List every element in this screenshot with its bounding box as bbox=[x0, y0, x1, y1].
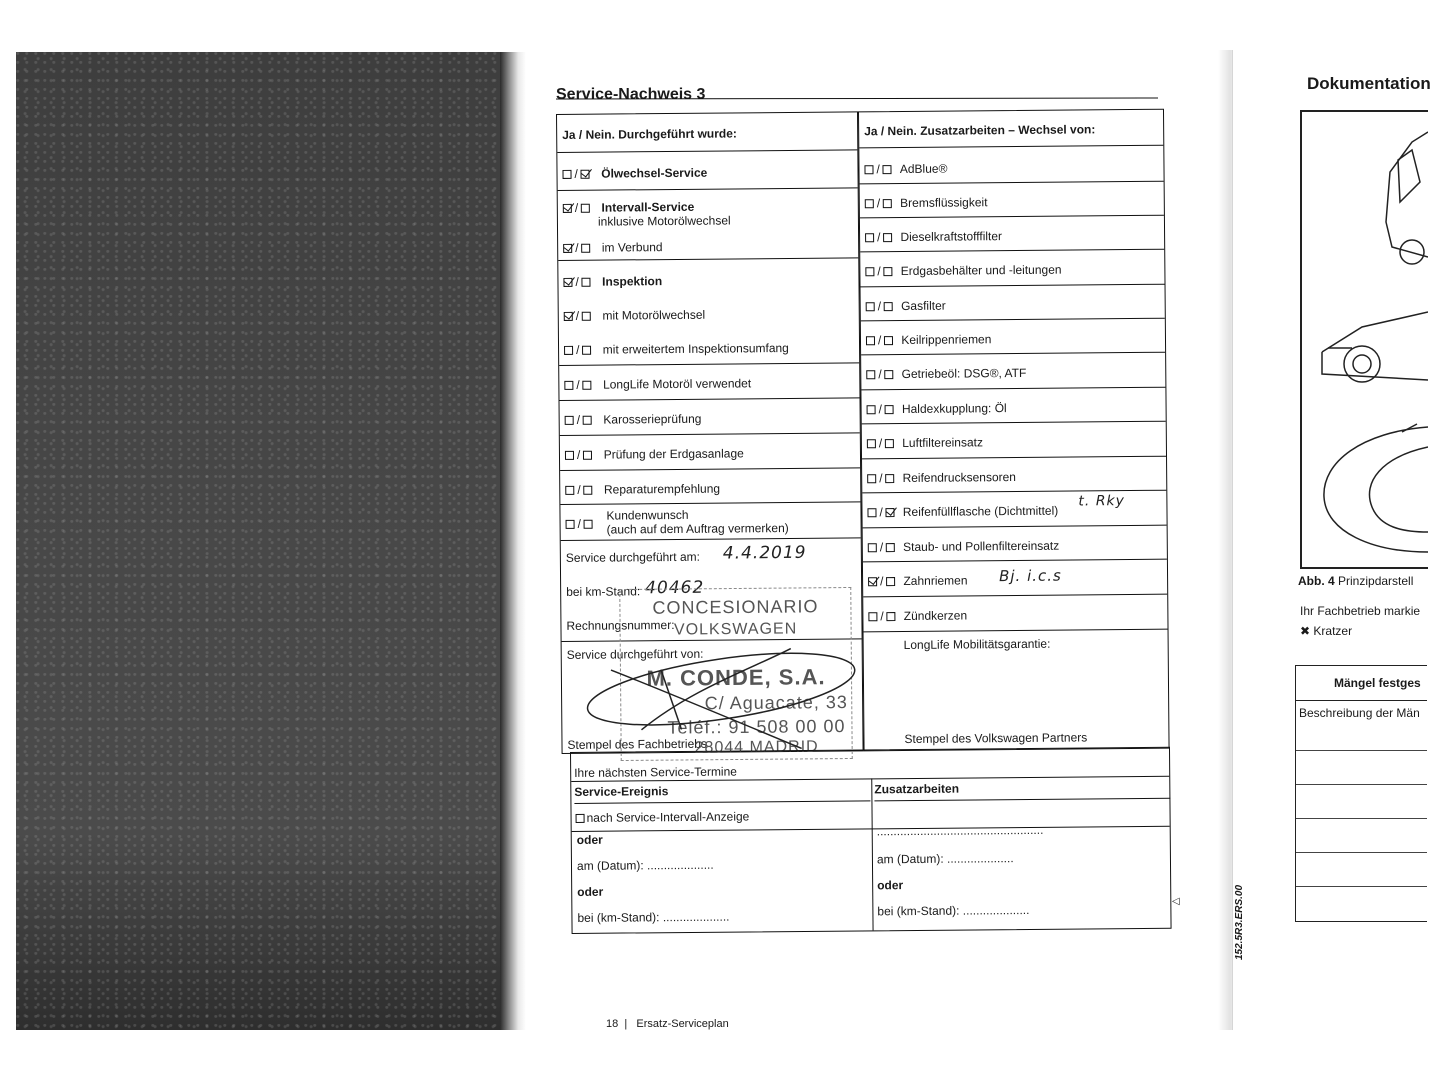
checkbox-ja[interactable] bbox=[866, 371, 875, 380]
row-oelwechsel: / Ölwechsel-Service bbox=[557, 150, 857, 191]
checkbox-nein[interactable] bbox=[583, 416, 592, 425]
title-rule bbox=[556, 97, 1158, 99]
label-reifenfuell: Reifenfüllflasche (Dichtmittel) bbox=[902, 503, 1059, 519]
row-getriebe: / Getriebeöl: DSG®, ATF bbox=[861, 353, 1165, 391]
field-bei-km[interactable]: bei (km-Stand): .................... bbox=[577, 909, 730, 925]
checkbox-nein[interactable] bbox=[887, 612, 896, 621]
checkbox-nach-anzeige[interactable] bbox=[576, 814, 585, 823]
defects-description-label: Beschreibung der Män bbox=[1299, 706, 1420, 720]
page-footer: 18 | Ersatz-Serviceplan bbox=[606, 1018, 729, 1030]
row-inspektion: / Inspektion / mit Motorölwechsel / mit erweitertem Inspektionsumfang bbox=[558, 258, 859, 366]
checkbox-ja[interactable] bbox=[866, 303, 875, 312]
defects-line bbox=[1296, 852, 1427, 853]
checkbox-nein[interactable] bbox=[583, 451, 592, 460]
checkbox-ja[interactable] bbox=[864, 166, 873, 175]
label-reparatur: Reparaturempfehlung bbox=[603, 481, 721, 497]
row-keilrippen: / Keilrippenriemen bbox=[861, 319, 1165, 356]
checkbox-ja[interactable] bbox=[867, 440, 876, 449]
checkbox-ja[interactable] bbox=[563, 278, 572, 287]
defects-table bbox=[1295, 665, 1427, 922]
label-luftfilter: Luftfiltereinsatz bbox=[902, 435, 984, 450]
checkbox-ja[interactable] bbox=[563, 244, 572, 253]
checkbox-nein[interactable] bbox=[886, 474, 895, 483]
label-kundenwunsch: Kundenwunsch bbox=[606, 507, 689, 523]
label-oder: oder bbox=[877, 878, 904, 893]
checkbox-ja[interactable] bbox=[565, 486, 574, 495]
marks-instruction: Ihr Fachbetrieb markie bbox=[1300, 604, 1421, 618]
row-erdgasbeh: / Erdgasbehälter und -leitungen bbox=[860, 250, 1164, 288]
performed-by-label: Service durchgeführt von: bbox=[566, 646, 704, 662]
checkbox-ja[interactable] bbox=[868, 578, 877, 587]
checkbox-nein[interactable] bbox=[883, 199, 892, 208]
extra-header: Ja / Nein. Zusatzarbeiten – Wechsel von: bbox=[864, 122, 1096, 139]
page-title: Service-Nachweis 3 bbox=[556, 86, 706, 103]
scanned-left-page bbox=[16, 52, 526, 1030]
signature-scribble-icon bbox=[571, 628, 872, 761]
stamp-label: Stempel des Fachbetriebs bbox=[567, 736, 707, 752]
checkbox-ja[interactable] bbox=[867, 475, 876, 484]
checkbox-ja[interactable] bbox=[565, 451, 574, 460]
checkbox-ja[interactable] bbox=[867, 509, 876, 518]
defects-header: Mängel festges bbox=[1296, 666, 1427, 701]
checkbox-ja[interactable] bbox=[868, 613, 877, 622]
checkbox-ja[interactable] bbox=[868, 544, 877, 553]
stamp-line: C/ Aguacate, 33 bbox=[704, 692, 848, 714]
kratzer-legend: ✖ Kratzer bbox=[1300, 624, 1353, 638]
label-intervall: Intervall-Service bbox=[601, 199, 695, 215]
stamp-line: CONCESIONARIO bbox=[652, 596, 819, 618]
defects-line bbox=[1296, 750, 1427, 751]
label-oder: oder bbox=[576, 832, 603, 847]
row-reifenfuell: / Reifenfüllflasche (Dichtmittel) t. Rky bbox=[862, 491, 1166, 529]
field-zusatz[interactable]: .................................................. bbox=[876, 822, 1044, 839]
label-adblue: AdBlue® bbox=[899, 161, 948, 177]
checkbox-nein[interactable] bbox=[883, 233, 892, 242]
label-karosserie: Karosserieprüfung bbox=[603, 411, 702, 427]
checkbox-nein[interactable] bbox=[886, 543, 895, 552]
checkbox-ja[interactable] bbox=[865, 200, 874, 209]
row-karosserie: / Karosserieprüfung bbox=[560, 398, 860, 436]
row-longlife-guarantee bbox=[864, 630, 1169, 753]
row-brems: / Bremsflüssigkeit bbox=[860, 182, 1164, 219]
checkbox-nein[interactable] bbox=[884, 336, 893, 345]
car-diagram-box bbox=[1300, 110, 1428, 569]
label-nach-anzeige: nach Service-Intervall-Anzeige bbox=[586, 809, 750, 825]
checkbox-nein[interactable] bbox=[884, 267, 893, 276]
triangle-icon: ◁ bbox=[1172, 896, 1180, 907]
row-reifendruck: / Reifendrucksensoren bbox=[862, 457, 1166, 494]
col-extra-work: Zusatzarbeiten bbox=[874, 776, 1170, 802]
car-outline-icon bbox=[1302, 112, 1428, 567]
label-reifendruck: Reifendrucksensoren bbox=[902, 470, 1016, 485]
label-gasfilter: Gasfilter bbox=[900, 298, 946, 313]
checkbox-nein[interactable] bbox=[885, 405, 894, 414]
label-oelwechsel: Ölwechsel-Service bbox=[601, 165, 708, 181]
checkbox-ja[interactable] bbox=[865, 268, 874, 277]
checkbox-nein[interactable] bbox=[885, 370, 894, 379]
row-gasfilter: / Gasfilter bbox=[861, 285, 1165, 322]
defects-line bbox=[1296, 886, 1427, 887]
checkbox-nein[interactable] bbox=[581, 204, 590, 213]
label-kundenwunsch-sub: (auch auf dem Auftrag vermerken) bbox=[606, 520, 789, 537]
document-code: 152.5R3.ERS.00 bbox=[1234, 884, 1245, 960]
label-intervall-sub: inklusive Motorölwechsel bbox=[597, 213, 731, 229]
row-zahnriemen: / Zahnriemen Bj. i.c.s bbox=[863, 560, 1167, 598]
label-oder: oder bbox=[577, 884, 604, 899]
checkbox-ja[interactable] bbox=[562, 170, 571, 179]
handwritten-note-reifenfuell: t. Rky bbox=[1078, 493, 1125, 510]
stamp-line: M. CONDE, S.A. bbox=[646, 664, 826, 691]
stamp-line: VOLKSWAGEN bbox=[673, 620, 798, 639]
label-mit-motoroel: mit Motorölwechsel bbox=[602, 307, 706, 323]
longlife-guarantee-label: LongLife Mobilitätsgarantie: bbox=[903, 636, 1051, 652]
checkbox-nein[interactable] bbox=[584, 486, 593, 495]
checkbox-nein[interactable] bbox=[885, 439, 894, 448]
row-erdgas: / Prüfung der Erdgasanlage bbox=[560, 433, 860, 471]
label-staub: Staub- und Pollenfiltereinsatz bbox=[903, 538, 1060, 554]
field-am-datum[interactable]: am (Datum): .................... bbox=[876, 851, 1014, 867]
row-diesel: / Dieselkraftstofffilter bbox=[860, 216, 1164, 253]
book-spine bbox=[500, 52, 526, 1030]
checkbox-nein[interactable] bbox=[583, 381, 592, 390]
field-am-datum[interactable]: am (Datum): .................... bbox=[576, 857, 714, 873]
checkbox-ja[interactable] bbox=[564, 346, 573, 355]
handwritten-note-zahnriemen: Bj. i.c.s bbox=[998, 566, 1062, 586]
checkbox-ja[interactable] bbox=[865, 234, 874, 243]
checkbox-nein[interactable] bbox=[582, 278, 591, 287]
checkbox-ja[interactable] bbox=[866, 337, 875, 346]
row-haldex: / Haldexkupplung: Öl bbox=[861, 388, 1165, 425]
label-getriebe: Getriebeöl: DSG®, ATF bbox=[901, 365, 1027, 381]
km-value: 40462 bbox=[645, 577, 705, 599]
row-longlife: / LongLife Motoröl verwendet bbox=[559, 363, 859, 401]
label-mit-erweitert: mit erweitertem Inspektionsumfang bbox=[602, 340, 789, 357]
label-diesel: Dieselkraftstofffilter bbox=[900, 229, 1003, 244]
extra-header-row bbox=[859, 110, 1163, 149]
checkbox-nein[interactable] bbox=[584, 520, 593, 529]
checkbox-ja[interactable] bbox=[565, 416, 574, 425]
label-haldex: Haldexkupplung: Öl bbox=[901, 401, 1007, 416]
checkbox-ja[interactable] bbox=[566, 520, 575, 529]
row-luftfilter: / Luftfiltereinsatz bbox=[862, 422, 1166, 460]
row-intervall: / Intervall-Service inklusive Motorölwechsel / im Verbund bbox=[558, 188, 859, 261]
checkbox-nein[interactable] bbox=[582, 346, 591, 355]
label-longlife: LongLife Motoröl verwendet bbox=[602, 376, 752, 392]
service-date-label: Service durchgeführt am: bbox=[565, 549, 700, 565]
checkbox-nein[interactable] bbox=[582, 312, 591, 321]
extra-work-column bbox=[858, 109, 1170, 752]
footer-section: Ersatz-Serviceplan bbox=[636, 1018, 729, 1030]
checkbox-ja[interactable] bbox=[564, 381, 573, 390]
checkbox-nein[interactable] bbox=[581, 170, 590, 179]
performed-header-row bbox=[557, 112, 857, 153]
label-zahnriemen: Zahnriemen bbox=[903, 573, 968, 588]
next-appointments-title: Ihre nächsten Service-Termine bbox=[574, 764, 737, 780]
row-kundenwunsch: / Kundenwunsch (auch auf dem Auftrag vermerken) bbox=[560, 502, 860, 541]
row-zuendkerzen: / Zündkerzen bbox=[863, 595, 1167, 633]
label-erdgasbeh: Erdgasbehälter und -leitungen bbox=[900, 262, 1062, 278]
checkbox-nein[interactable] bbox=[886, 508, 895, 517]
next-appointments-table bbox=[570, 747, 1172, 934]
column-divider bbox=[871, 778, 873, 930]
checkbox-ja[interactable] bbox=[564, 312, 573, 321]
row-reparatur: / Reparaturempfehlung bbox=[560, 468, 860, 505]
km-label: bei km-Stand: bbox=[566, 584, 641, 599]
checkbox-ja[interactable] bbox=[867, 406, 876, 415]
stamp-line: Teléf.: 91 508 00 00 bbox=[667, 716, 846, 738]
defects-line bbox=[1296, 818, 1427, 819]
label-erdgas: Prüfung der Erdgasanlage bbox=[603, 446, 744, 462]
row-adblue: / AdBlue® bbox=[859, 146, 1163, 185]
checkbox-nein[interactable] bbox=[581, 244, 590, 253]
field-bei-km[interactable]: bei (km-Stand): .................... bbox=[877, 902, 1030, 919]
checkbox-nein[interactable] bbox=[884, 302, 893, 311]
right-page-title: Dokumentation bbox=[1307, 74, 1431, 93]
stamp-line: 28044 MADRID bbox=[694, 738, 819, 757]
figure-caption: Abb. 4 Prinzipdarstell bbox=[1298, 574, 1414, 588]
col-service-event: Service-Ereignis bbox=[574, 778, 870, 804]
label-keilrippen: Keilrippenriemen bbox=[901, 332, 992, 347]
checkbox-nein[interactable] bbox=[883, 165, 892, 174]
service-date-value: 4.4.2019 bbox=[722, 542, 807, 564]
dealer-stamp bbox=[619, 587, 852, 761]
label-zuendkerzen: Zündkerzen bbox=[903, 608, 968, 623]
performed-header: Ja / Nein. Durchgeführt wurde: bbox=[562, 126, 737, 142]
invoice-label: Rechnungsnummer: bbox=[566, 617, 675, 633]
page-number: 18 bbox=[606, 1018, 619, 1030]
defects-line bbox=[1296, 784, 1427, 785]
row-staub: / Staub- und Pollenfiltereinsatz bbox=[863, 526, 1167, 563]
partner-stamp-label: Stempel des Volkswagen Partners bbox=[904, 730, 1088, 746]
checkbox-nein[interactable] bbox=[886, 577, 895, 586]
label-brems: Bremsflüssigkeit bbox=[900, 195, 988, 211]
label-im-verbund: im Verbund bbox=[601, 240, 663, 255]
label-inspektion: Inspektion bbox=[602, 274, 663, 289]
checkbox-ja[interactable] bbox=[563, 204, 572, 213]
